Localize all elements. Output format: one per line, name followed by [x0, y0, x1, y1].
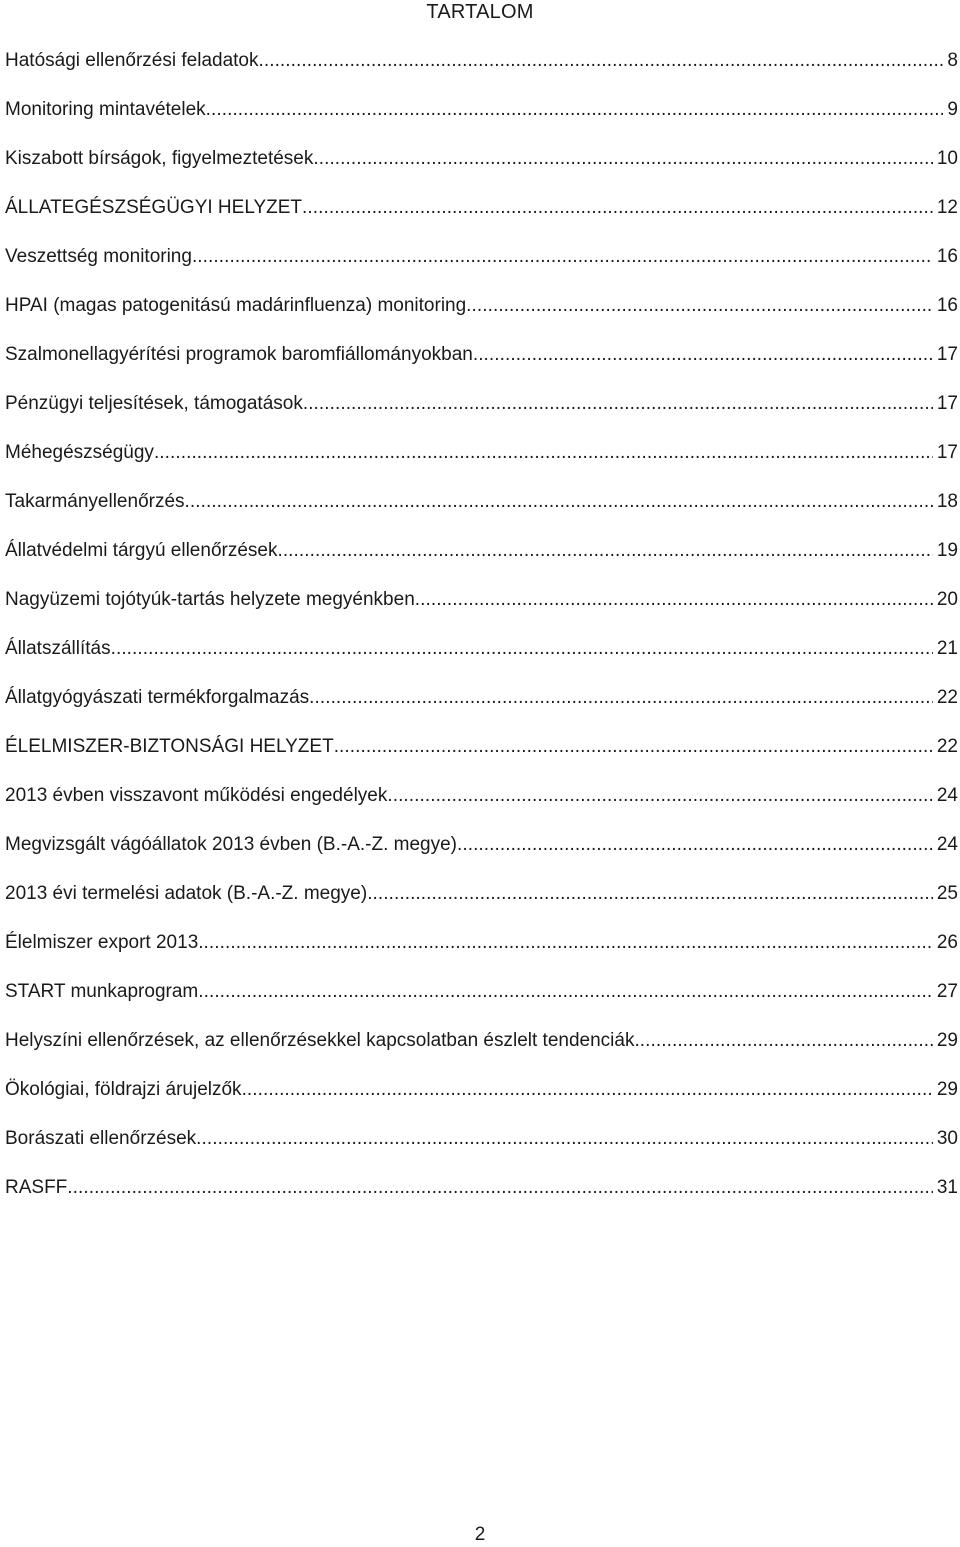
toc-entry-label: Pénzügyi teljesítések, támogatások [5, 393, 303, 414]
toc-entry-label: 2013 évi termelési adatok (B.-A.-Z. megye) [5, 883, 368, 904]
dot-leader [277, 539, 932, 563]
toc-title: TARTALOM [426, 1, 534, 23]
toc-entry-label: 2013 évben visszavont működési engedélyek [5, 785, 388, 806]
toc-entry-page: 10 [936, 148, 958, 169]
toc-entry-page: 30 [936, 1128, 958, 1149]
toc-entry[interactable] [5, 833, 958, 882]
toc-entry[interactable] [5, 980, 958, 1029]
toc-entry-label: Állatszállítás [5, 638, 111, 659]
toc-entry[interactable] [5, 147, 958, 196]
toc-entry-page: 18 [936, 491, 958, 512]
toc-entry-page: 21 [936, 638, 958, 659]
toc-entry[interactable] [5, 392, 958, 441]
toc-entry-label: Szalmonellagyérítési programok baromfiállományokban [5, 344, 473, 365]
toc-entry[interactable] [5, 686, 958, 735]
dot-leader [259, 49, 944, 73]
toc-entry[interactable] [5, 588, 958, 637]
toc-entry-page: 17 [936, 442, 958, 463]
dot-leader [367, 882, 933, 906]
dot-leader [242, 1078, 933, 1102]
dot-leader [466, 294, 933, 318]
dot-leader [196, 1127, 933, 1151]
dot-leader [334, 735, 933, 759]
toc-entry-label: Hatósági ellenőrzési feladatok [5, 50, 259, 71]
toc-entry[interactable] [5, 1127, 958, 1176]
table-of-contents [5, 49, 958, 1225]
toc-entry-label: ÉLELMISZER-BIZTONSÁGI HELYZET [5, 736, 334, 757]
toc-entry[interactable] [5, 931, 958, 980]
toc-entry-page: 27 [936, 981, 958, 1002]
toc-entry[interactable] [5, 490, 958, 539]
toc-entry-page: 25 [936, 883, 958, 904]
toc-entry-label: RASFF [5, 1177, 68, 1198]
toc-entry[interactable] [5, 196, 958, 245]
dot-leader [204, 931, 933, 955]
toc-entry[interactable] [5, 1176, 958, 1225]
toc-entry-page: 20 [936, 589, 958, 610]
toc-entry-page: 12 [936, 197, 958, 218]
toc-entry[interactable] [5, 784, 958, 833]
toc-entry[interactable] [5, 343, 958, 392]
toc-entry[interactable] [5, 539, 958, 588]
toc-entry[interactable] [5, 882, 958, 931]
dot-leader [192, 245, 933, 269]
toc-entry-label: Kiszabott bírságok, figyelmeztetések [5, 148, 314, 169]
toc-entry-label: Állatgyógyászati termékforgalmazás [5, 687, 310, 708]
dot-leader [473, 343, 933, 367]
toc-entry-label: ÁLLATEGÉSZSÉGÜGYI HELYZET [5, 197, 303, 218]
dot-leader [457, 833, 933, 857]
toc-entry-label: Borászati ellenőrzések [5, 1128, 197, 1149]
toc-entry-page: 17 [936, 393, 958, 414]
toc-entry-page: 16 [936, 246, 958, 267]
toc-entry[interactable] [5, 735, 958, 784]
toc-entry-page: 26 [936, 932, 958, 953]
toc-entry-page: 24 [936, 785, 958, 806]
dot-leader [111, 637, 933, 661]
toc-entry-label: Méhegészségügy [5, 442, 154, 463]
toc-entry-label: Élelmiszer export 2013. [5, 932, 204, 953]
toc-entry-label: Állatvédelmi tárgyú ellenőrzések [5, 540, 278, 561]
toc-entry-page: 29 [936, 1030, 958, 1051]
toc-entry-page: 31 [936, 1177, 958, 1198]
dot-leader [309, 686, 933, 710]
dot-leader [415, 588, 933, 612]
toc-entry[interactable] [5, 98, 958, 147]
toc-entry-page: 29 [936, 1079, 958, 1100]
dot-leader [634, 1029, 932, 1053]
toc-entry-page: 8 [947, 50, 958, 71]
toc-entry-page: 19 [936, 540, 958, 561]
dot-leader [206, 98, 944, 122]
toc-entry[interactable] [5, 637, 958, 686]
toc-entry-page: 17 [936, 344, 958, 365]
toc-entry-page: 16 [936, 295, 958, 316]
dot-leader [303, 392, 933, 416]
dot-leader [313, 147, 932, 171]
toc-entry[interactable] [5, 441, 958, 490]
toc-entry[interactable] [5, 1029, 958, 1078]
dot-leader [67, 1176, 933, 1200]
toc-entry-label: Veszettség monitoring [5, 246, 192, 267]
toc-entry[interactable] [5, 1078, 958, 1127]
toc-entry-page: 22 [936, 687, 958, 708]
toc-entry-label: Monitoring mintavételek [5, 99, 206, 120]
toc-entry-page: 22 [936, 736, 958, 757]
toc-entry-label: Helyszíni ellenőrzések, az ellenőrzésekkel kapcsolatban észlelt tendenciák [5, 1030, 635, 1051]
page-number: 2 [474, 1524, 486, 1545]
toc-entry-label: START munkaprogram [5, 981, 199, 1002]
toc-entry[interactable] [5, 49, 958, 98]
toc-entry-label: Takarmányellenőrzés [5, 491, 185, 512]
toc-entry-label: Nagyüzemi tojótyúk-tartás helyzete megyénkben [5, 589, 415, 610]
dot-leader [185, 490, 933, 514]
dot-leader [387, 784, 933, 808]
toc-entry-page: 9 [947, 99, 958, 120]
toc-entry-label: Megvizsgált vágóállatok 2013 évben (B.-A.-Z. megye) [5, 834, 457, 855]
dot-leader [154, 441, 933, 465]
dot-leader [198, 980, 933, 1004]
toc-entry[interactable] [5, 294, 958, 343]
toc-entry-label: HPAI (magas patogenitású madárinfluenza) monitoring [5, 295, 467, 316]
toc-entry[interactable] [5, 245, 958, 294]
dot-leader [302, 196, 933, 220]
toc-entry-page: 24 [936, 834, 958, 855]
toc-entry-label: Ökológiai, földrajzi árujelzők [5, 1079, 242, 1100]
